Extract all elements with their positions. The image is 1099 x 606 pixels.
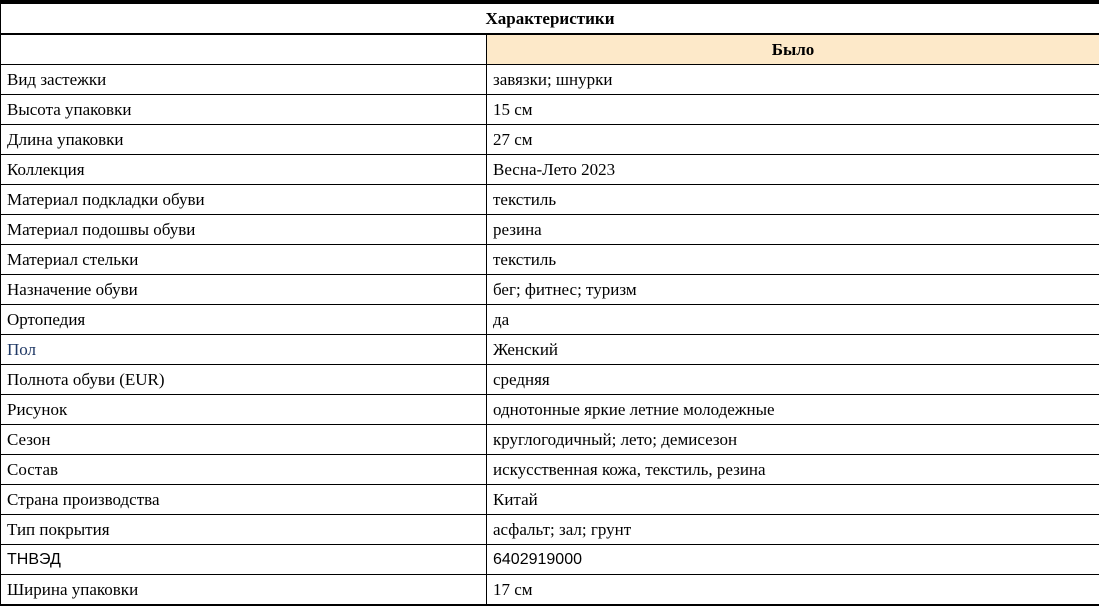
table-row — [1, 575, 1099, 606]
table-title-row — [1, 4, 1099, 35]
row-key[interactable]: Ширина упаковки — [1, 575, 487, 606]
row-value[interactable]: да — [487, 305, 1099, 335]
row-value[interactable]: текстиль — [487, 185, 1099, 215]
column-header-bylo[interactable]: Было — [487, 34, 1099, 65]
row-key[interactable]: Высота упаковки — [1, 95, 487, 125]
table-row — [1, 305, 1099, 335]
table-row — [1, 95, 1099, 125]
row-value[interactable]: средняя — [487, 365, 1099, 395]
row-value[interactable]: Женский — [487, 335, 1099, 365]
table-row — [1, 485, 1099, 515]
row-key[interactable]: ТНВЭД — [1, 545, 487, 575]
table-row — [1, 425, 1099, 455]
table-row — [1, 215, 1099, 245]
row-value[interactable]: круглогодичный; лето; демисезон — [487, 425, 1099, 455]
row-value[interactable]: резина — [487, 215, 1099, 245]
table-row — [1, 245, 1099, 275]
table-row — [1, 185, 1099, 215]
row-value[interactable]: Китай — [487, 485, 1099, 515]
row-key[interactable]: Материал подошвы обуви — [1, 215, 487, 245]
row-key[interactable]: Состав — [1, 455, 487, 485]
row-value[interactable]: асфальт; зал; грунт — [487, 515, 1099, 545]
table-row — [1, 275, 1099, 305]
row-value[interactable]: бег; фитнес; туризм — [487, 275, 1099, 305]
table-row — [1, 455, 1099, 485]
row-key[interactable]: Тип покрытия — [1, 515, 487, 545]
row-value[interactable]: 27 см — [487, 125, 1099, 155]
table-title[interactable]: Характеристики — [1, 4, 1099, 35]
row-key[interactable]: Ортопедия — [1, 305, 487, 335]
empty-header-cell[interactable] — [1, 34, 487, 65]
table-row — [1, 125, 1099, 155]
row-key[interactable]: Пол — [1, 335, 487, 365]
row-key[interactable]: Материал стельки — [1, 245, 487, 275]
table-row — [1, 545, 1099, 575]
row-key[interactable]: Назначение обуви — [1, 275, 487, 305]
row-value[interactable]: Весна-Лето 2023 — [487, 155, 1099, 185]
row-key[interactable]: Коллекция — [1, 155, 487, 185]
row-value[interactable]: 6402919000 — [487, 545, 1099, 575]
column-header-row — [1, 34, 1099, 65]
row-key[interactable]: Рисунок — [1, 395, 487, 425]
row-key[interactable]: Вид застежки — [1, 65, 487, 95]
row-key[interactable]: Материал подкладки обуви — [1, 185, 487, 215]
row-value[interactable]: 15 см — [487, 95, 1099, 125]
characteristics-table — [0, 3, 1099, 606]
row-value[interactable]: искусственная кожа, текстиль, резина — [487, 455, 1099, 485]
table-row — [1, 155, 1099, 185]
row-key[interactable]: Страна производства — [1, 485, 487, 515]
row-value[interactable]: однотонные яркие летние молодежные — [487, 395, 1099, 425]
table-row — [1, 65, 1099, 95]
row-key[interactable]: Длина упаковки — [1, 125, 487, 155]
table-row — [1, 515, 1099, 545]
table-row — [1, 335, 1099, 365]
row-value[interactable]: 17 см — [487, 575, 1099, 606]
row-key[interactable]: Полнота обуви (EUR) — [1, 365, 487, 395]
row-value[interactable]: завязки; шнурки — [487, 65, 1099, 95]
row-value[interactable]: текстиль — [487, 245, 1099, 275]
row-key[interactable]: Сезон — [1, 425, 487, 455]
table-row — [1, 365, 1099, 395]
table-row — [1, 395, 1099, 425]
